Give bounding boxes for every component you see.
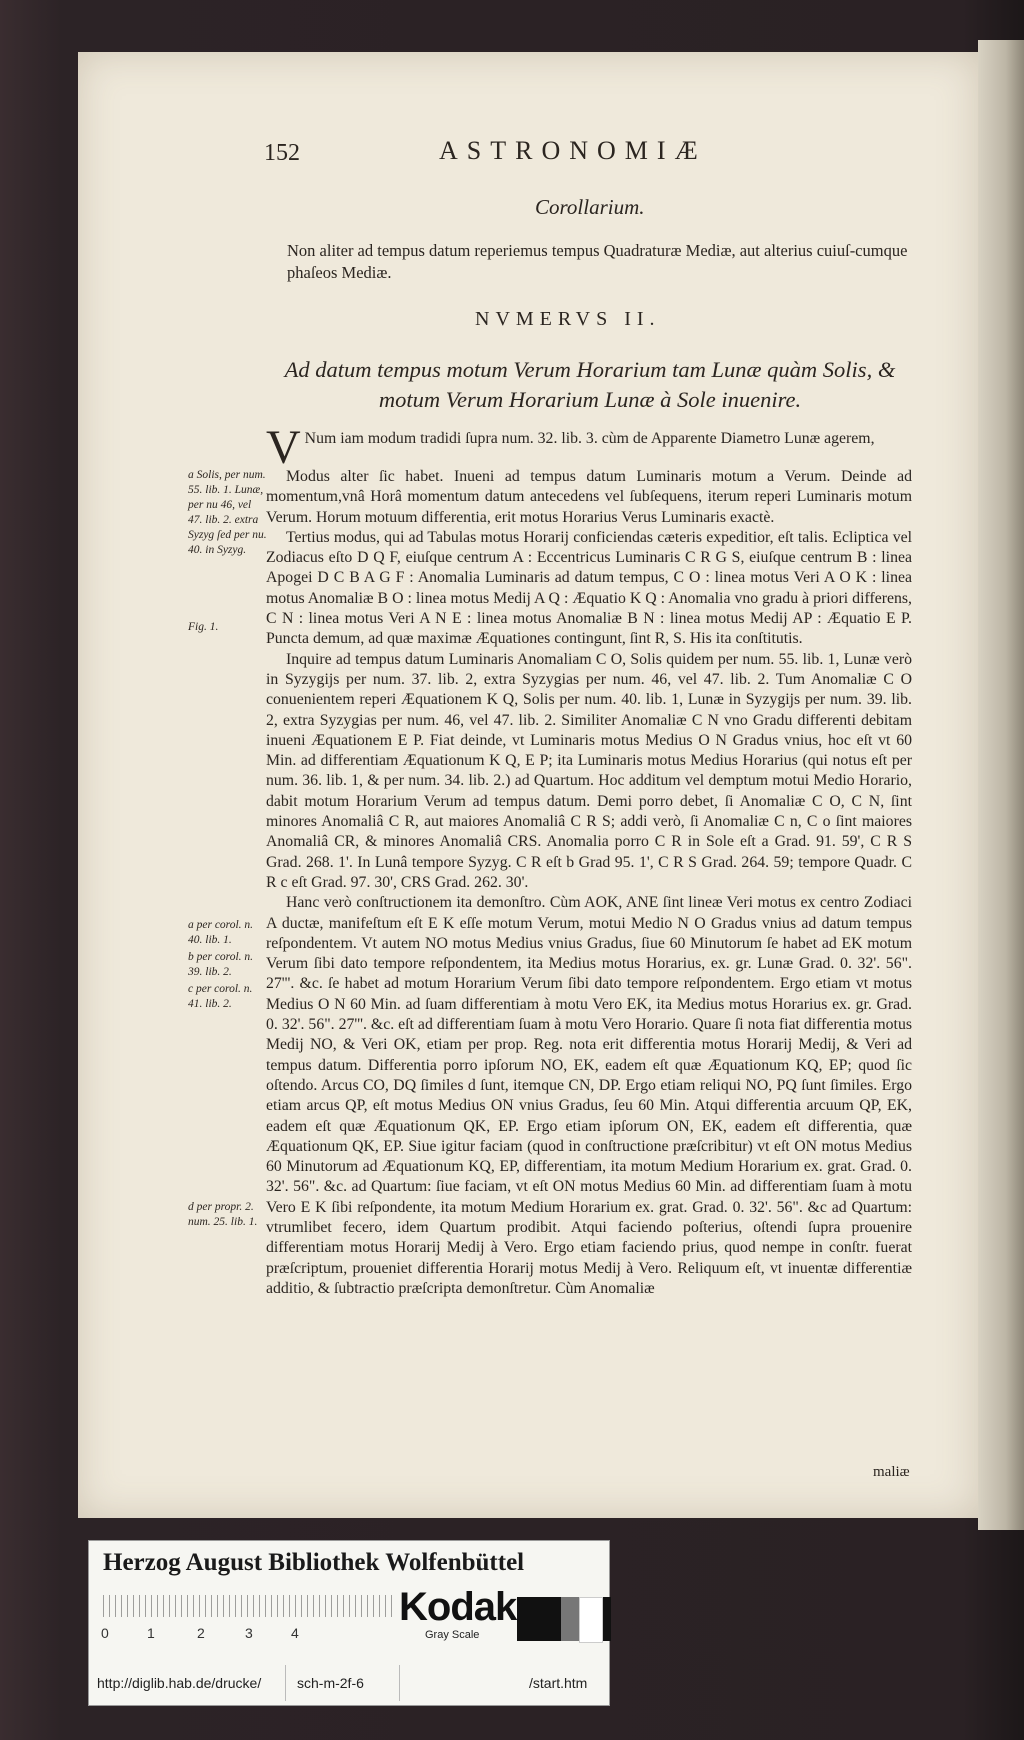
paragraph-1 xyxy=(266,421,912,474)
library-name: Herzog August Bibliothek Wolfenbüttel xyxy=(103,1549,525,1576)
margin-note-d: c per corol. n. 41. lib. 2. xyxy=(188,983,253,1010)
divider-2 xyxy=(399,1665,400,1701)
black-swatch-2 xyxy=(517,1597,561,1641)
intro-paragraph: Non aliter ad tempus datum reperiemus tempus Quadraturæ Mediæ, aut alterius cuiuſ-cumque phaſeos Mediæ. xyxy=(287,241,908,282)
section-title: Corollarium. xyxy=(535,195,645,219)
running-title: ASTRONOMIÆ xyxy=(439,136,707,165)
margin-note-e: d per propr. 2. num. 25. lib. 1. xyxy=(188,1201,258,1228)
scale-ruler xyxy=(103,1595,393,1617)
subtitle-line-1: Ad datum tempus motum Verum Horarium tam Lunæ quàm Solis, & xyxy=(284,357,896,382)
scale-1: 1 xyxy=(147,1625,155,1641)
target-shelfmark: sch-m-2f-6 xyxy=(297,1675,364,1691)
gray-swatch xyxy=(561,1597,579,1641)
page-edge xyxy=(978,40,1024,1530)
color-target-card xyxy=(88,1540,610,1706)
margin-note-b: a per corol. n. 40. lib. 1. xyxy=(188,919,254,946)
scale-2: 2 xyxy=(197,1625,205,1641)
margin-note-c: b per corol. n. 39. lib. 2. xyxy=(188,951,254,978)
paragraph-4: Inquire ad tempus datum Luminaris Anomaliam C O, Solis quidem per num. 55. lib. 1, Lunæ verò in Syzygijs per num. 37. lib. 2, extra Syzygias per num. 46, vel 47. lib. 2. Tum Anomaliæ C O conuenientem reperi Æquationem K Q, Solis per num. 40. lib. 1, Lunæ in Syzygijs per num. 39. lib. 2, extra Syzygias per num. 46, vel 47. lib. 2. Similiter Anomaliæ C N vno Gradu differenti debitam inueni Æquationem E P. Fiat deinde, vt Luminaris motus Medius O N Gradus vnius, hoc eſt vt 60 Min. ad differentiam Æquationum K Q, E P; ita Luminaris motus Medius Horarius (qui notus eſt per num. 36. lib. 1, & per num. 34. lib. 2.) ad Quartum. Hoc additum vel demptum motui Medio Horario, dabit motum Horarium Verum ad tempus datum. Demi porro debet, ſi Anomaliæ C O, C N, ſint minores Anomaliâ C R, aut maiores Anomaliâ C R S; addi verò, ſi Anomaliæ C n, C o ſint maiores Anomaliâ CR, & minores Anomaliâ CRS. Anomalia porro C R in Sole eſt a Grad. 91. 59', C R S Grad. 268. 1'. In Lunâ tempore Syzyg. C R eſt b Grad 95. 1', C R S Grad. 264. 59; tempore Quadr. C R c eſt Grad. 97. 30', CRS Grad. 262. 30'. xyxy=(266,650,912,891)
white-swatch xyxy=(579,1597,603,1643)
margin-note-a: a Solis, per num. 55. lib. 1. Lunæ, per nu 46, vel 47. lib. 2. extra Syzyg ſed per nu. 40. in Syzyg. xyxy=(188,469,267,556)
target-start: /start.htm xyxy=(529,1675,588,1691)
gray-scale-label: Gray Scale xyxy=(425,1629,480,1641)
paragraph-3: Tertius modus, qui ad Tabulas motus Horarij conficiendas cæteris expeditior, eſt talis. Ecliptica vel Zodiacus eſto D Q F, eiuſque centrum A : Eccentricus Luminaris C R G S, eiuſque centrum B : linea Apogei D C B A G F : Anomalia Luminaris ad datum tempus, C O : linea motus Veri A O K : linea motus Anomaliæ B O : linea motus Medij A Q : Æquatio K Q : Anomalia vno gradu à priori differens, C N : linea motus Veri A N E : linea motus Anomaliæ B N : linea motus Medij AP : Æquatio E P. Puncta demum, ad quæ maximæ Æquationes contingunt, ſint R, S. His ita conſtitutis. xyxy=(266,528,912,648)
subtitle-line-2: motum Verum Horarium Lunæ à Sole inuenire. xyxy=(378,387,802,412)
paragraph-1-text: Num iam modum tradidi ſupra num. 32. lib. 3. cùm de Apparente Diametro Lunæ agerem, xyxy=(304,430,875,447)
drop-cap: V xyxy=(266,421,301,474)
margin-note-fig: Fig. 1. xyxy=(188,621,219,633)
catchword: maliæ xyxy=(873,1464,910,1480)
page-number: 152 xyxy=(264,140,300,166)
scale-4: 4 xyxy=(291,1625,299,1641)
page-header xyxy=(180,136,900,176)
target-url-row xyxy=(89,1665,607,1701)
scale-0: 0 xyxy=(101,1625,109,1641)
target-url: http://diglib.hab.de/drucke/ xyxy=(97,1675,262,1691)
kodak-logo: Kodak xyxy=(399,1585,517,1629)
scale-3: 3 xyxy=(245,1625,253,1641)
numerus-heading: NVMERVS II. xyxy=(475,308,661,330)
chapter-subtitle xyxy=(250,355,930,415)
paragraph-5: Hanc verò conſtructionem ita demonſtro. Cùm AOK, ANE ſint lineæ Veri motus ex centro Zodiaci A ductæ, manifeſtum eſt E K eſſe motum Verum, motui Medio N O Gradus vnius ad datum tempus reſpondentem. Vt autem NO motus Medius vnius Gradus, ſiue 60 Minutorum ſe habet ad EK motum Verum ſibi dato tempore reſpondentem, ita Medius motus Horarius, ex. gr. Lunæ Grad. 0. 32'. 56". 27'''. &c. ſe habet ad motum Horarium Verum ſibi dato tempore reſpondentem. Ergo etiam vt motus Medius O N 60 Min. ad ſuam differentiam à motu Vero EK, ita Medius motus Horarius ex. gr. Grad. 0. 32'. 56". 27'''. &c. eſt ad differentiam ſuam à motu Vero Horario. Quare ſi nota fiat differentia motus Medij NO, & Veri OK, etiam per prop. Reg. nota erit differentia motus Horarij Medij, & Veri ad tempus datum. Differentia porro ipſorum NO, EK, eadem eſt quæ Æquationum KQ, EP; quod ſic oſtendo. Arcus CO, DQ ſimiles d ſunt, itemque CN, DP. Ergo etiam reliqui NO, PQ ſunt ſimiles. Ergo etiam arcus QP, eſt motus Medius ON vnius Gradus, ſeu 60 Min. Atqui differentia arcuum QP, EK, eadem eſt quæ Æquationum QK, EP. Ergo etiam ipſorum ON, EK, eadem eſt differentia, quæ Æquationum QK, EP. Siue igitur faciam (quod in conſtructione præſcribitur) vt eſt ON motus Medius 60 Minutorum ad Æquationum KQ, EP, differentiam, ita motum Medium Horarium ex. grat. Grad. 0. 32'. 56". &c. ad Quartum: ſiue faciam, vt eſt ON motus Medius 60 Min. ad differentiam ſuam à motu Vero E K ſibi reſpondente, ita motum Medium Horarium ex. grat. Grad. 0. 32'. 56". &c ad Quartum: vtrumlibet fecero, idem Quartum prodibit. Atqui faciendo poſterius, oſtendi ſupra prouenire differentiam motus Horarij Medij à Vero. Ergo etiam faciendo prius, quod nempe in conſtr. fuerat præſcriptum, proueniet differentia Horarij motus Medij à Vero. Reliquum eſt, vt inuentæ differentiæ additio, & ſubtractio præſcripta demonſtretur. Cùm Anomaliæ xyxy=(266,894,912,1297)
divider-1 xyxy=(285,1665,286,1701)
body-text xyxy=(266,421,912,1299)
paragraph-2: Modus alter ſic habet. Inueni ad tempus datum Luminaris motum a Verum. Deinde ad momentum,vnâ Horâ momentum datum antecedens vel ſubſequens, iterum reperi Luminaris motum Verum. Horum motuum differentia, erit motus Horarius Verus Luminaris exactè. xyxy=(266,468,912,526)
